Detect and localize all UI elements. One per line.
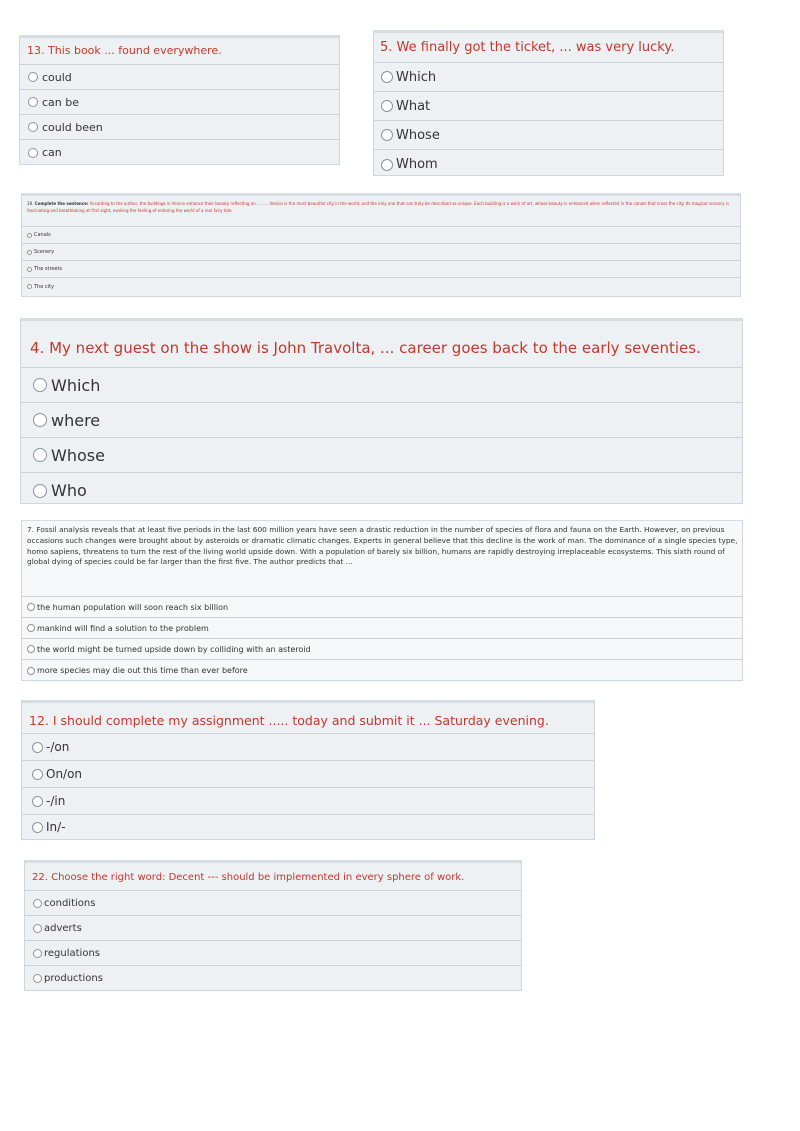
question-card-4: [20, 318, 743, 504]
question-card-12: [21, 700, 595, 840]
radio-button-icon[interactable]: [28, 148, 38, 158]
question-instruction: Complete the sentence:: [34, 201, 89, 206]
answer-option[interactable]: In/-: [22, 815, 594, 839]
radio-button-icon[interactable]: [28, 122, 38, 132]
answer-option[interactable]: can: [20, 140, 339, 165]
answer-option[interactable]: regulations: [25, 941, 521, 966]
radio-button-icon[interactable]: [27, 267, 32, 272]
question-text: 13. This book ... found everywhere.: [20, 38, 339, 65]
radio-button-icon[interactable]: [33, 413, 47, 427]
radio-button-icon[interactable]: [381, 129, 393, 141]
radio-button-icon[interactable]: [27, 667, 35, 675]
question-text: 4. My next guest on the show is John Travolta, ... career goes back to the early seventies.: [21, 321, 742, 368]
answer-option[interactable]: What: [374, 92, 723, 121]
question-card-18: [21, 193, 741, 297]
answer-option[interactable]: Whose: [21, 438, 742, 473]
question-text: 22. Choose the right word: Decent --- should be implemented in every sphere of work.: [25, 863, 521, 891]
question-card-5: [373, 30, 724, 176]
question-card-22: [24, 860, 522, 991]
answer-option[interactable]: where: [21, 403, 742, 438]
radio-button-icon[interactable]: [33, 448, 47, 462]
answer-option[interactable]: Canals: [22, 227, 740, 244]
question-card-13: [19, 35, 340, 165]
question-number: 7.: [27, 525, 35, 534]
answer-option[interactable]: mankind will find a solution to the problem: [22, 618, 742, 639]
radio-button-icon[interactable]: [33, 974, 42, 983]
answer-option[interactable]: -/on: [22, 734, 594, 761]
radio-button-icon[interactable]: [381, 159, 393, 171]
answer-option[interactable]: Which: [21, 368, 742, 403]
answer-option[interactable]: Whom: [374, 150, 723, 179]
question-text: 12. I should complete my assignment ..... today and submit it ... Saturday evening.: [22, 703, 594, 734]
radio-button-icon[interactable]: [27, 645, 35, 653]
radio-button-icon[interactable]: [32, 822, 43, 833]
answer-option[interactable]: On/on: [22, 761, 594, 788]
radio-button-icon[interactable]: [33, 949, 42, 958]
radio-button-icon[interactable]: [33, 899, 42, 908]
answer-option[interactable]: Who: [21, 473, 742, 508]
answer-option[interactable]: productions: [25, 966, 521, 991]
answer-option[interactable]: could been: [20, 115, 339, 140]
radio-button-icon[interactable]: [381, 100, 393, 112]
radio-button-icon[interactable]: [32, 769, 43, 780]
answer-option[interactable]: can be: [20, 90, 339, 115]
question-card-7: [21, 520, 743, 681]
answer-option[interactable]: The city: [22, 278, 740, 295]
radio-button-icon[interactable]: [33, 924, 42, 933]
question-number: 4.: [30, 339, 45, 357]
radio-button-icon[interactable]: [28, 72, 38, 82]
radio-button-icon[interactable]: [381, 71, 393, 83]
radio-button-icon[interactable]: [27, 603, 35, 611]
question-text: 18. Complete the sentence: According to the author, the buildings in Venice enhance their beauty reflecting on ......... Venice is the most beautiful city in the world, and the only one that can truly be described as unique. Each building is a work of art, whose beauty is enhanced when reflected in the canals that cross the city. Its magical scenery is fascinating and breathtaking at first sight, evoking the feeling of entering the world of a real fairy tale.: [22, 196, 740, 227]
question-number: 22.: [32, 872, 48, 883]
radio-button-icon[interactable]: [27, 284, 32, 289]
question-text: 5. We finally got the ticket, ... was very lucky.: [374, 33, 723, 63]
question-number: 12.: [29, 713, 49, 728]
answer-option[interactable]: conditions: [25, 891, 521, 916]
answer-option[interactable]: Whose: [374, 121, 723, 150]
answer-option[interactable]: the world might be turned upside down by colliding with an asteroid: [22, 639, 742, 660]
answer-option[interactable]: Which: [374, 63, 723, 92]
answer-option[interactable]: could: [20, 65, 339, 90]
question-number: 18.: [27, 201, 34, 206]
question-number: 5.: [380, 40, 393, 55]
question-text: 7. Fossil analysis reveals that at least five periods in the last 600 million years have seen a drastic reduction in the number of species of flora and fauna on the Earth. However, on previous occasions such changes were brought about by asteroids or dramatic climatic changes. Experts in general believe that this decline is the work of man. The dominance of a single species type, homo sapiens, threatens to turn the rest of the living world upside down. With a population of barely six billion, humans are rapidly destroying irreplaceable ecosystems. This sixth round of global dying of species could be far larger than the first five. The author predicts that ...: [22, 521, 742, 597]
answer-option[interactable]: -/in: [22, 788, 594, 815]
answer-option[interactable]: adverts: [25, 916, 521, 941]
answer-option[interactable]: the human population will soon reach six billion: [22, 597, 742, 618]
radio-button-icon[interactable]: [32, 742, 43, 753]
answer-option[interactable]: more species may die out this time than ever before: [22, 660, 742, 681]
answer-option[interactable]: Scenery: [22, 244, 740, 261]
question-number: 13.: [27, 44, 45, 57]
radio-button-icon[interactable]: [27, 250, 32, 255]
radio-button-icon[interactable]: [32, 796, 43, 807]
radio-button-icon[interactable]: [28, 97, 38, 107]
radio-button-icon[interactable]: [27, 233, 32, 238]
answer-option[interactable]: The streets: [22, 261, 740, 278]
radio-button-icon[interactable]: [33, 378, 47, 392]
radio-button-icon[interactable]: [27, 624, 35, 632]
radio-button-icon[interactable]: [33, 484, 47, 498]
